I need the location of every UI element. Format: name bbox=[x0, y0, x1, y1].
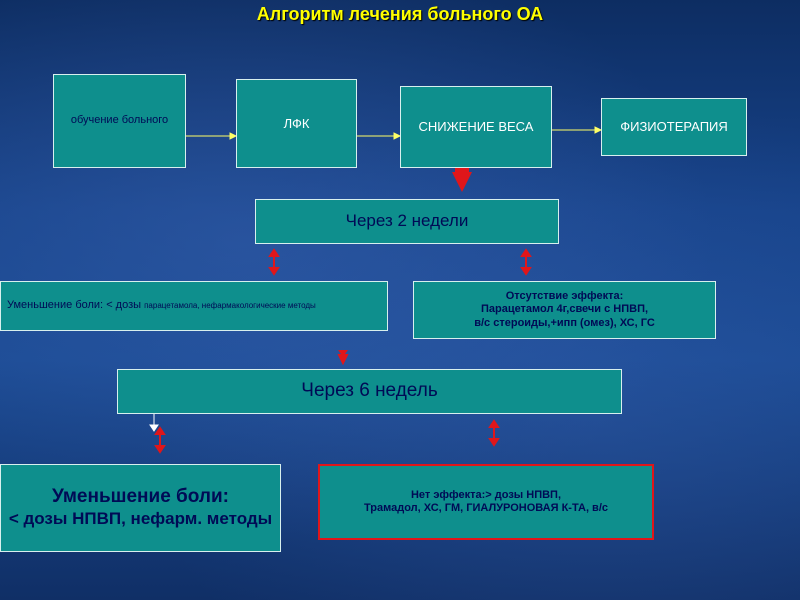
better-2w-detail: парацетамола, нефармакологические методы bbox=[144, 301, 316, 311]
no-effect-6w-box bbox=[318, 464, 654, 540]
weight-box bbox=[400, 86, 552, 168]
no-effect-6w-line2: Трамадол, ХС, ГМ, ГИАЛУРОНОВАЯ К-ТА, в/с bbox=[364, 502, 608, 514]
no-effect-2w-line3: в/с стероиды,+ипп (омез), ХС, ГС bbox=[474, 316, 655, 329]
no-effect-2w-box bbox=[413, 281, 716, 339]
six-weeks-label: Через 6 недель bbox=[301, 380, 438, 402]
education-box bbox=[53, 74, 186, 168]
white-arrow-6w bbox=[150, 413, 158, 431]
physio-box bbox=[601, 98, 747, 156]
better-6w-box bbox=[0, 464, 281, 552]
better-2w-text bbox=[7, 299, 316, 312]
two-weeks-label: Через 2 недели bbox=[345, 211, 469, 231]
better-6w-line2: < дозы НПВП, нефарм. методы bbox=[8, 509, 273, 529]
education-label: обучение больного bbox=[70, 114, 169, 127]
better-2w-dose: < дозы bbox=[106, 299, 142, 312]
no-effect-2w-line2: Парацетамол 4г,свечи с НПВП, bbox=[480, 303, 649, 316]
page-title: Алгоритм лечения больного ОА bbox=[256, 4, 544, 24]
better-6w-line1: Уменьшение боли: bbox=[51, 486, 229, 508]
red-arrow-to-2weeks bbox=[452, 168, 472, 192]
better-2w-box bbox=[0, 281, 388, 331]
no-effect-2w-line1: Отсутствие эффекта: bbox=[505, 290, 624, 303]
physio-label: ФИЗИОТЕРАПИЯ bbox=[620, 119, 728, 135]
better-2w-lead: Уменьшение боли: bbox=[7, 299, 104, 312]
two-weeks-box bbox=[255, 199, 559, 244]
six-weeks-box bbox=[117, 369, 622, 414]
weight-label: СНИЖЕНИЕ ВЕСА bbox=[418, 119, 534, 135]
lfk-label: ЛФК bbox=[283, 115, 310, 131]
no-effect-6w-line1: Нет эффекта:> дозы НПВП, bbox=[410, 488, 562, 501]
lfk-box bbox=[236, 79, 357, 168]
